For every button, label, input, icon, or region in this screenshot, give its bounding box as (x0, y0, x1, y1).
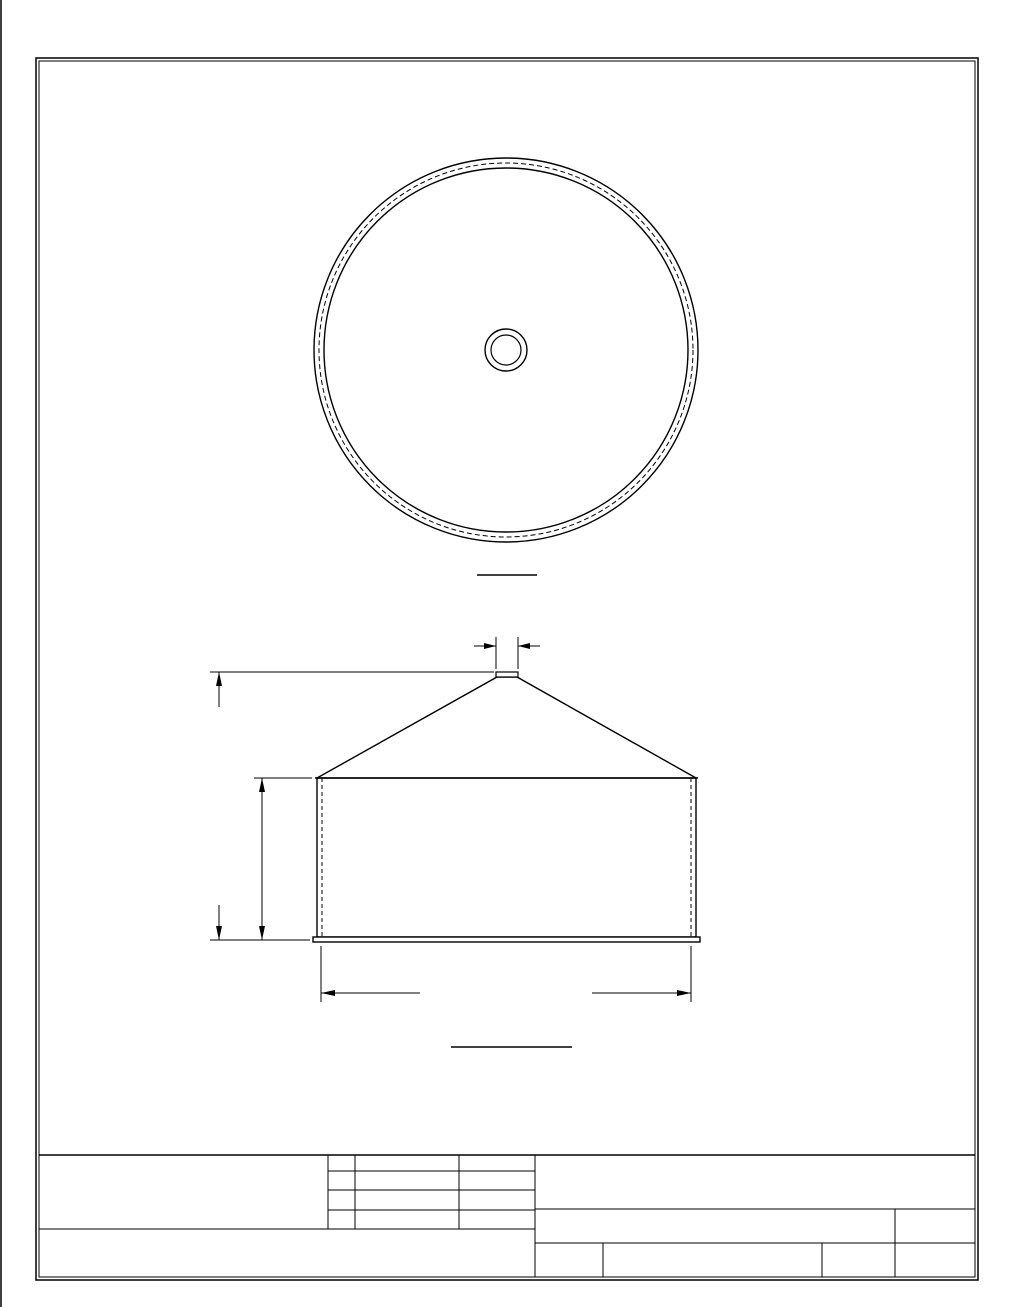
dimension-manway-width (474, 637, 540, 669)
roof-outline (317, 677, 696, 778)
plan-view (314, 158, 698, 542)
manway-arrow-left (484, 643, 496, 649)
manway-arrow-right (518, 643, 530, 649)
total-height-arrow-top (216, 672, 222, 686)
dimension-diameter (321, 946, 691, 1002)
dimension-shell-height (254, 778, 312, 940)
total-height-arrow-bottom (216, 926, 222, 940)
shell-height-arrow-top (259, 778, 265, 792)
diameter-arrow-left (321, 990, 335, 996)
diameter-arrow-right (677, 990, 691, 996)
manway-collar (496, 672, 518, 677)
tank-shell (317, 778, 696, 937)
title-block (39, 1155, 975, 1277)
foundation-base (313, 937, 700, 942)
elevation-view (313, 672, 700, 942)
shell-height-arrow-bottom (259, 926, 265, 940)
plan-manway-inner (491, 335, 521, 365)
outer-border (36, 58, 978, 1280)
dimension-total-height (210, 672, 494, 940)
inner-border (39, 61, 975, 1277)
